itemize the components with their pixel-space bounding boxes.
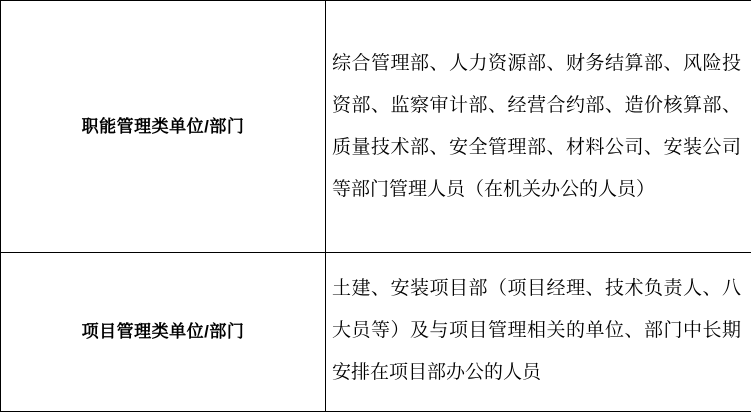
row-label-cell [1, 253, 326, 412]
row-content-cell [326, 1, 751, 253]
row-content-text: 综合管理部、人力资源部、财务结算部、风险投资部、监察审计部、经营合约部、造价核算部、质量技术部、安全管理部、材料公司、安装公司等部门管理人员（在机关办公的人员） [326, 39, 751, 215]
row-content-text: 土建、安装项目部（项目经理、技术负责人、八大员等）及与项目管理相关的单位、部门中长期安排在项目部办公的人员 [326, 266, 751, 398]
table-row [1, 1, 751, 253]
row-content-cell [326, 253, 751, 412]
table-body [1, 1, 751, 412]
table-row [1, 253, 751, 412]
row-label-cell [1, 1, 326, 253]
row-label-text: 项目管理类单位/部门 [1, 320, 325, 344]
row-label-text: 职能管理类单位/部门 [1, 115, 325, 139]
